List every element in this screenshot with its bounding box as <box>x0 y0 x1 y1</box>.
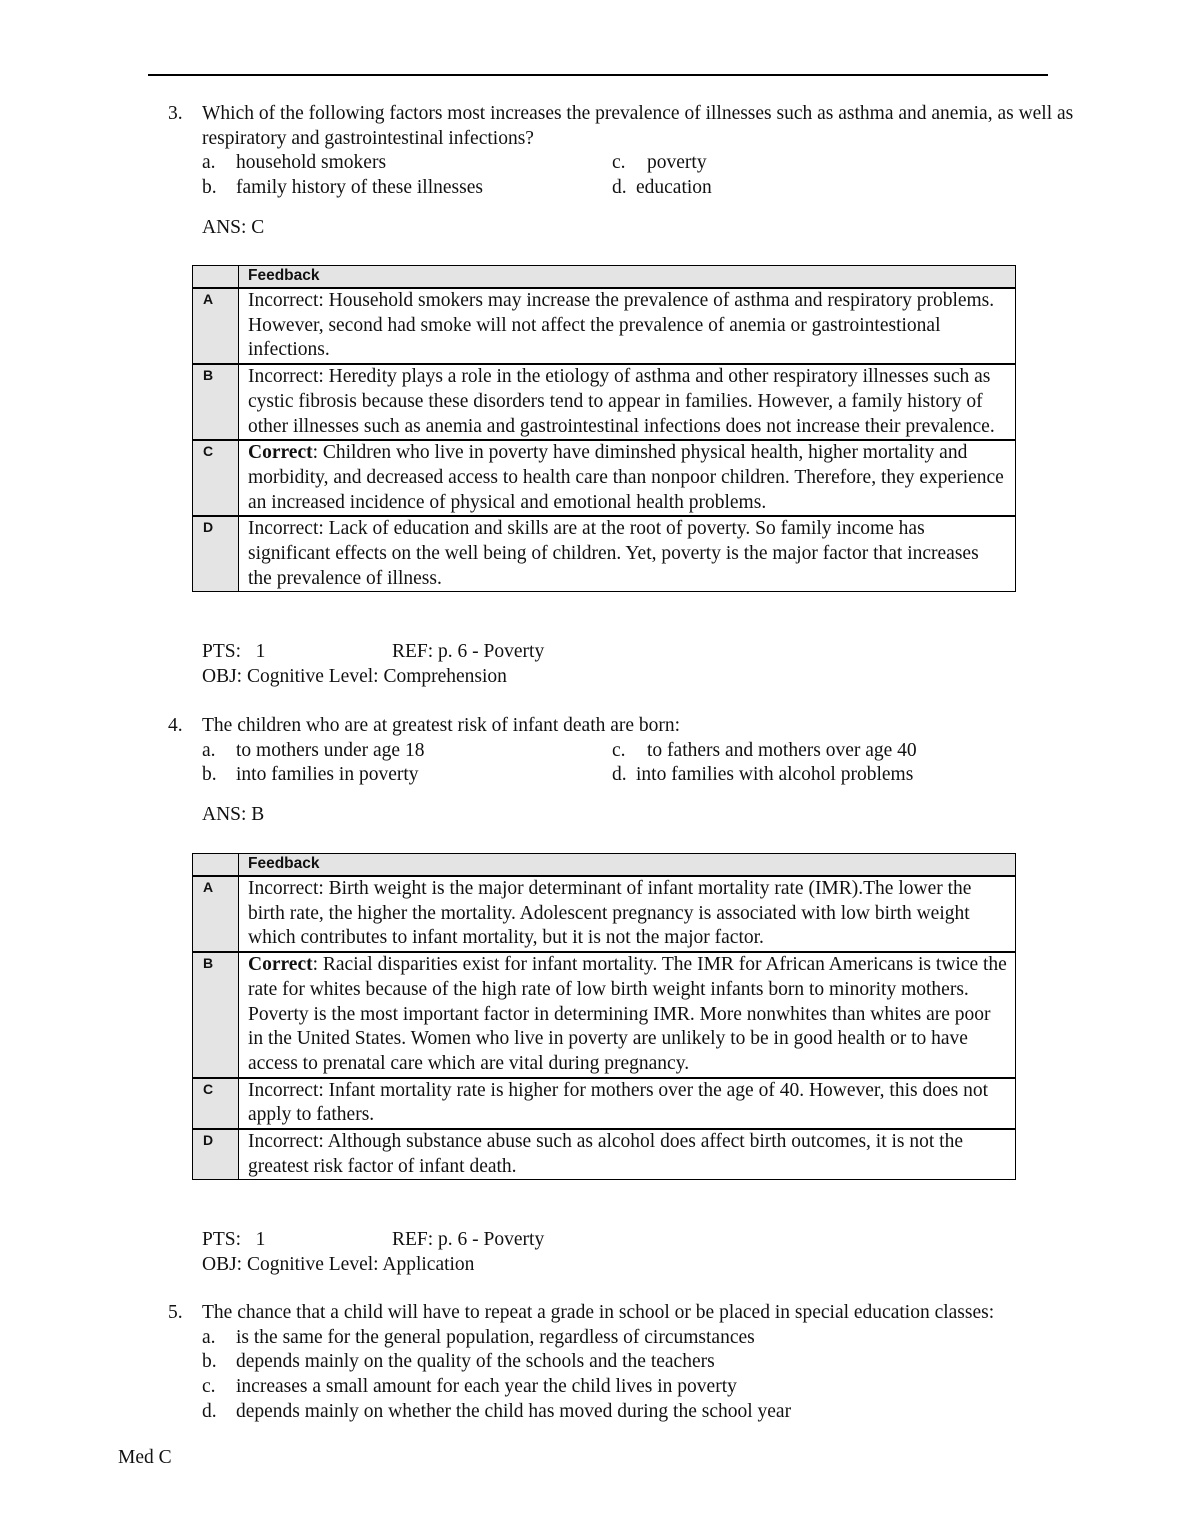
question-5 <box>168 1301 1078 1424</box>
question-meta <box>202 640 545 689</box>
header-rule <box>148 74 1048 76</box>
answer: ANS: B <box>202 804 265 825</box>
question-number: 3. <box>168 103 183 124</box>
question-4 <box>168 714 1078 788</box>
page-footer: Med C <box>118 1447 172 1468</box>
feedback-row <box>193 364 1016 440</box>
feedback-text: Incorrect: Birth weight is the major determinant of infant mortality rate (IMR).The lower the birth rate, the higher the mortality. Adolescent pregnancy is associated with low birth weight which contributes to infant mortality, but it is not the major factor. <box>248 878 972 949</box>
option-c: c. to fathers and mothers over age 40 <box>612 739 917 761</box>
feedback-text: : Children who live in poverty have diminshed physical health, higher mortality and morbidity, and decreased access to health care than nonpoor children. Therefore, they experience an increased incidence of physical and emotional health problems. <box>248 442 1004 513</box>
answer: ANS: C <box>202 217 265 238</box>
feedback-header: Feedback <box>239 266 1016 289</box>
feedback-text: Incorrect: Heredity plays a role in the etiology of asthma and other respiratory illnesses such as cystic fibrosis because these disorders tend to appear in families. However, a family history of other illnesses such as anemia and gastrointestinal infections does not increase their prevalence. <box>248 366 995 437</box>
feedback-letter: C <box>193 440 239 516</box>
feedback-row <box>193 952 1016 1078</box>
options <box>202 151 1078 200</box>
option-c: c. increases a small amount for each year the child lives in poverty <box>202 1376 737 1398</box>
feedback-text: Incorrect: Infant mortality rate is higher for mothers over the age of 40. However, this does not apply to fathers. <box>248 1079 988 1126</box>
feedback-table <box>192 265 1016 592</box>
correct-label: Correct <box>248 954 313 976</box>
feedback-row <box>193 876 1016 952</box>
ref: REF: p. 6 - Poverty <box>392 1229 545 1250</box>
options <box>202 1326 1078 1425</box>
option-d: d. depends mainly on whether the child has moved during the school year <box>202 1400 792 1422</box>
option-c: c. poverty <box>612 152 707 174</box>
question-stem: The children who are at greatest risk of infant death are born: <box>202 715 681 736</box>
feedback-letter: D <box>193 516 239 592</box>
option-b: b. into families in poverty <box>202 764 419 786</box>
feedback-row <box>193 1078 1016 1129</box>
feedback-text: : Racial disparities exist for infant mortality. The IMR for African Americans is twice the rate for whites because of the high rate of low birth weight infants born to minority mothers. Poverty is the most important factor in determining IMR. More nonwhites than whites are poor in the United States. Women who live in poverty are unlikely to be in good health or to have access to prenatal care which are vital during pregnancy. <box>248 954 1007 1074</box>
ref: REF: p. 6 - Poverty <box>392 641 545 662</box>
feedback-text: Incorrect: Household smokers may increase the prevalence of asthma and respiratory problems. However, second had smoke will not affect the prevalence of anemia or gastrointestional infections. <box>248 290 995 361</box>
feedback-letter: A <box>193 876 239 952</box>
feedback-text: Incorrect: Lack of education and skills are at the root of poverty. So family income has significant effects on the well being of children. Yet, poverty is the major factor that increases the prevalence of illness. <box>248 518 979 589</box>
pts: PTS: 1 <box>202 641 266 662</box>
question-stem: The chance that a child will have to repeat a grade in school or be placed in special education classes: <box>202 1302 995 1323</box>
question-number: 5. <box>168 1302 183 1323</box>
correct-label: Correct <box>248 442 313 464</box>
options <box>202 739 1078 788</box>
feedback-row <box>193 1129 1016 1180</box>
feedback-letter: B <box>193 952 239 1078</box>
feedback-header: Feedback <box>239 854 1016 877</box>
feedback-letter: A <box>193 288 239 364</box>
question-number: 4. <box>168 715 183 736</box>
pts: PTS: 1 <box>202 1229 266 1250</box>
feedback-table <box>192 853 1016 1180</box>
option-b: b. family history of these illnesses <box>202 177 483 199</box>
feedback-letter: C <box>193 1078 239 1129</box>
option-a: a. is the same for the general population, regardless of circumstances <box>202 1326 755 1348</box>
feedback-row <box>193 288 1016 364</box>
obj: OBJ: Cognitive Level: Application <box>202 1253 475 1275</box>
feedback-row <box>193 516 1016 592</box>
feedback-letter: D <box>193 1129 239 1180</box>
feedback-text: Incorrect: Although substance abuse such as alcohol does affect birth outcomes, it is not the greatest risk factor of infant death. <box>248 1131 963 1177</box>
option-d: d. education <box>612 177 712 199</box>
option-a: a. household smokers <box>202 152 387 174</box>
option-a: a. to mothers under age 18 <box>202 739 425 761</box>
question-stem: Which of the following factors most increases the prevalence of illnesses such as asthma and anemia, as well as respiratory and gastrointestinal infections? <box>202 103 1074 149</box>
feedback-letter: B <box>193 364 239 440</box>
option-b: b. depends mainly on the quality of the schools and the teachers <box>202 1351 715 1373</box>
option-d: d. into families with alcohol problems <box>612 764 914 786</box>
question-3 <box>168 102 1078 201</box>
question-meta <box>202 1228 545 1277</box>
feedback-row <box>193 440 1016 516</box>
obj: OBJ: Cognitive Level: Comprehension <box>202 665 507 687</box>
